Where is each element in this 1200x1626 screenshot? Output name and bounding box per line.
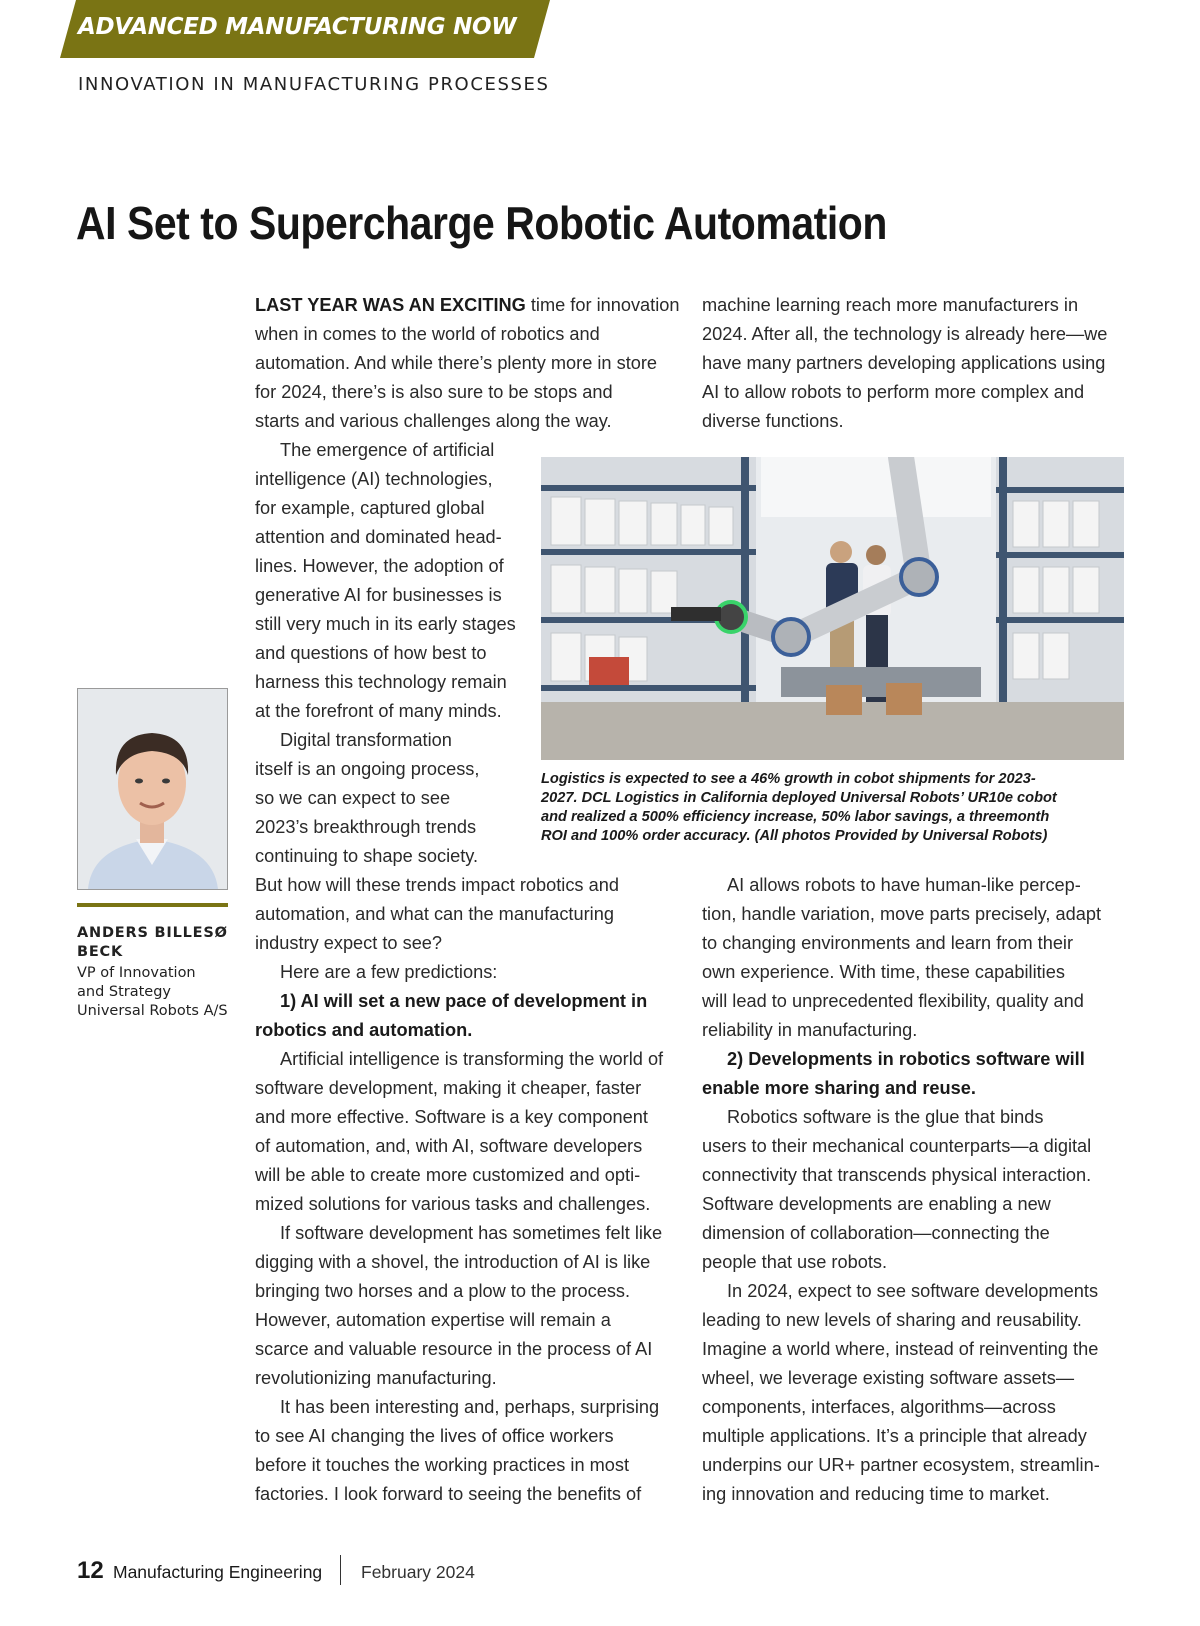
article-line: wheel, we leverage existing software assets— (702, 1368, 1075, 1388)
article-line: factories. I look forward to seeing the benefits of (255, 1484, 642, 1504)
author-portrait (77, 688, 228, 890)
prediction-heading: 1) AI will set a new pace of development in (280, 991, 648, 1011)
article-line: However, automation expertise will remain a (255, 1310, 611, 1330)
publication-name: Manufacturing Engineering (113, 1562, 323, 1582)
author-title-line: VP of Innovation (77, 965, 196, 981)
warehouse-illustration (541, 457, 1124, 760)
article-line: revolutionizing manufacturing. (255, 1368, 497, 1388)
author-headshot-illustration (78, 689, 227, 889)
banner-title: ADVANCED MANUFACTURING NOW (78, 14, 517, 40)
article-line: 2024. After all, the technology is already here—we (702, 324, 1108, 344)
article-line: at the forefront of many minds. (255, 701, 502, 721)
article-line: dimension of collaboration—connecting the (702, 1223, 1050, 1243)
caption-line: and realized a 500% efficiency increase, 50% labor savings, a threemonth (541, 809, 1050, 825)
article-line: The emergence of artificial (280, 440, 495, 460)
article-line: scarce and valuable resource in the process of AI (255, 1339, 653, 1359)
article-line: people that use robots. (702, 1252, 888, 1272)
article-line: for 2024, there’s is also sure to be stops and (255, 382, 613, 402)
footer-divider (340, 1555, 341, 1585)
author-divider (77, 903, 228, 907)
caption-line: 2027. DCL Logistics in California deployed Universal Robots’ UR10e cobot (541, 790, 1057, 806)
article-line: Here are a few predictions: (280, 962, 498, 982)
author-company: Universal Robots A/S (77, 1003, 228, 1019)
article-line: when in comes to the world of robotics and (255, 324, 600, 344)
caption-line: Logistics is expected to see a 46% growth in cobot shipments for 2023- (541, 771, 1036, 787)
article-line: AI to allow robots to perform more complex and (702, 382, 1085, 402)
article-line: Robotics software is the glue that binds (727, 1107, 1044, 1127)
article-line: bringing two horses and a plow to the process. (255, 1281, 631, 1301)
article-line: for example, captured global (255, 498, 485, 518)
article-line: and more effective. Software is a key component (255, 1107, 648, 1127)
article-lead-in: LAST YEAR WAS AN EXCITING (255, 295, 526, 315)
article-line: It has been interesting and, perhaps, surprising (280, 1397, 660, 1417)
author-title-line: and Strategy (77, 984, 172, 1000)
prediction-heading: 2) Developments in robotics software will (727, 1049, 1085, 1069)
article-line: attention and dominated head- (255, 527, 502, 547)
article-line (255, 291, 680, 320)
article-line: 2023’s breakthrough trends (255, 817, 477, 837)
article-line: itself is an ongoing process, (255, 759, 480, 779)
article-line: intelligence (AI) technologies, (255, 469, 493, 489)
article-line: underpins our UR+ partner ecosystem, streamlin- (702, 1455, 1100, 1475)
article-line: Digital transformation (280, 730, 452, 750)
article-line: generative AI for businesses is (255, 585, 502, 605)
article-line: harness this technology remain (255, 672, 507, 692)
article-line: industry expect to see? (255, 933, 443, 953)
issue-date: February 2024 (361, 1562, 475, 1582)
article-line: AI allows robots to have human-like percep- (727, 875, 1081, 895)
article-line (255, 1016, 472, 1045)
caption-line: ROI and 100% order accuracy. (All photos Provided by Universal Robots) (541, 828, 1048, 844)
article-line: reliability in manufacturing. (702, 1020, 918, 1040)
left-shelving (541, 457, 756, 702)
article-line: continuing to shape society. (255, 846, 479, 866)
article-line: will be able to create more customized and opti- (255, 1165, 641, 1185)
article-line: digging with a shovel, the introduction of AI is like (255, 1252, 651, 1272)
article-line: ing innovation and reducing time to market. (702, 1484, 1050, 1504)
article-line (280, 987, 647, 1016)
article-line: If software development has sometimes felt like (280, 1223, 663, 1243)
article-line (702, 1074, 976, 1103)
article-line: automation, and what can the manufacturing (255, 904, 614, 924)
article-line: diverse functions. (702, 411, 844, 431)
cobot-warehouse-photo (541, 457, 1124, 760)
article-line: automation. And while there’s plenty more in store (255, 353, 658, 373)
prediction-heading: robotics and automation. (255, 1020, 473, 1040)
article-title: AI Set to Supercharge Robotic Automation (76, 197, 887, 249)
article-line: before it touches the working practices in most (255, 1455, 630, 1475)
article-line: still very much in its early stages (255, 614, 516, 634)
right-shelving (996, 457, 1124, 702)
article-line: tion, handle variation, move parts precisely, adapt (702, 904, 1101, 924)
article-line: In 2024, expect to see software developments (727, 1281, 1099, 1301)
article-line: Imagine a world where, instead of reinventing the (702, 1339, 1099, 1359)
article-line: multiple applications. It’s a principle that already (702, 1426, 1087, 1446)
article-line: own experience. With time, these capabilities (702, 962, 1065, 982)
article-line: starts and various challenges along the way. (255, 411, 612, 431)
page-number: 12 (77, 1557, 104, 1584)
article-line: of automation, and, with AI, software developers (255, 1136, 643, 1156)
article-line: connectivity that transcends physical interaction. (702, 1165, 1092, 1185)
article-line: will lead to unprecedented flexibility, quality and (702, 991, 1084, 1011)
article-line: machine learning reach more manufacturers in (702, 295, 1079, 315)
section-subtitle: INNOVATION IN MANUFACTURING PROCESSES (78, 74, 550, 95)
article-line: so we can expect to see (255, 788, 451, 808)
article-line (727, 1045, 1085, 1074)
author-name: ANDERS BILLESØ BECK (77, 925, 228, 960)
article-line: lines. However, the adoption of (255, 556, 504, 576)
prediction-heading: enable more sharing and reuse. (702, 1078, 976, 1098)
article-text: time for innovation (525, 295, 680, 315)
article-line: users to their mechanical counterparts—a digital (702, 1136, 1092, 1156)
article-line: and questions of how best to (255, 643, 487, 663)
article-line: But how will these trends impact robotics and (255, 875, 619, 895)
article-line: to see AI changing the lives of office workers (255, 1426, 614, 1446)
article-line: Artificial intelligence is transforming the world of (280, 1049, 664, 1069)
article-line: to changing environments and learn from their (702, 933, 1074, 953)
article-line: mized solutions for various tasks and challenges. (255, 1194, 651, 1214)
photo-caption (541, 770, 1121, 846)
article-line: Software developments are enabling a new (702, 1194, 1051, 1214)
article-line: software development, making it cheaper, faster (255, 1078, 642, 1098)
article-line: have many partners developing applications using (702, 353, 1106, 373)
article-line: components, interfaces, algorithms—across (702, 1397, 1056, 1417)
article-line: leading to new levels of sharing and reusability. (702, 1310, 1082, 1330)
